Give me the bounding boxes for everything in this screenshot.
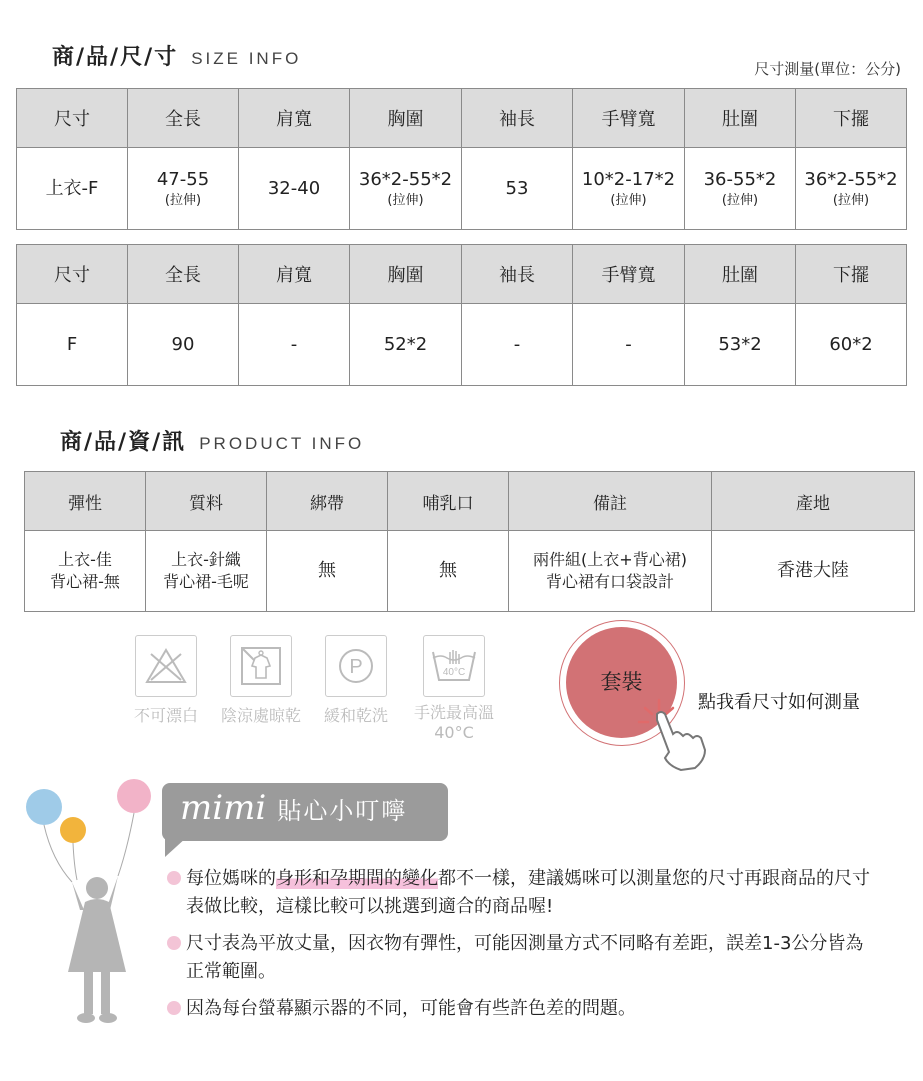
- care-label: 手洗最高溫: [413, 703, 494, 722]
- product-info-table: [24, 471, 915, 612]
- info-value-cell: [146, 531, 267, 612]
- tips-heading: [180, 788, 407, 828]
- size-value: 47-55: [156, 169, 210, 190]
- size-header-cell: 手臂寬: [573, 245, 685, 304]
- product-title-en: PRODUCT INFO: [199, 434, 365, 453]
- size-header-cell: 尺寸: [17, 245, 128, 304]
- size-value: 36-55*2: [703, 169, 777, 190]
- size-section-title: [52, 40, 301, 71]
- size-header-cell: 胸圍: [350, 245, 462, 304]
- info-value-line: 無: [318, 560, 336, 581]
- size-value-cell: [239, 148, 350, 230]
- size-value: 10*2-17*2: [581, 169, 676, 190]
- care-label: 不可漂白: [133, 706, 198, 725]
- size-header-cell: 全長: [128, 89, 239, 148]
- size-value-cell: [462, 148, 573, 230]
- svg-text:P: P: [349, 656, 363, 678]
- care-label: 緩和乾洗: [323, 706, 388, 725]
- info-value-line: 背心裙-毛呢: [163, 572, 249, 591]
- size-header-cell: 下擺: [796, 245, 907, 304]
- size-value-cell: [350, 148, 462, 230]
- stretch-note: (拉伸): [610, 193, 647, 208]
- size-header-cell: 袖長: [462, 245, 573, 304]
- size-value-cell: -: [239, 304, 350, 386]
- size-value-cell: [128, 148, 239, 230]
- size-header-cell: 肚圍: [685, 245, 796, 304]
- size-value-cell: -: [462, 304, 573, 386]
- tips-title: 貼心小叮嚀: [277, 797, 408, 825]
- size-header-cell: 肩寬: [239, 89, 350, 148]
- care-no-bleach: [128, 635, 204, 726]
- size-title-zh: 商/品/尺/寸: [52, 45, 179, 70]
- size-value-cell: [17, 148, 128, 230]
- size-value-cell: 52*2: [350, 304, 462, 386]
- tip-2-line-2: 正常範圍。: [186, 961, 276, 982]
- size-table-bottom: [16, 244, 907, 386]
- info-value-cell: [267, 531, 388, 612]
- info-value-cell: [25, 531, 146, 612]
- balloon-girl-illustration: [22, 770, 162, 1054]
- size-header-cell: 袖長: [462, 89, 573, 148]
- size-header-cell: 尺寸: [17, 89, 128, 148]
- unit-note: 尺寸測量(單位：公分): [754, 60, 901, 78]
- tips-banner-tail: [165, 837, 187, 857]
- tip-bullet: [167, 1001, 181, 1015]
- size-value-cell: F: [17, 304, 128, 386]
- info-header-cell: 彈性: [25, 472, 146, 531]
- info-header-cell: 哺乳口: [388, 472, 509, 531]
- size-value-cell: [796, 148, 907, 230]
- info-value-line: 上衣-佳: [58, 550, 112, 569]
- info-value-line: 上衣-針織: [171, 550, 241, 569]
- size-value-cell: 90: [128, 304, 239, 386]
- stretch-note: (拉伸): [164, 193, 202, 208]
- info-value-line: 兩件組(上衣+背心裙): [533, 550, 687, 569]
- size-table-top: [16, 88, 907, 230]
- size-value-cell: [685, 148, 796, 230]
- care-label: 陰涼處晾乾: [220, 706, 301, 725]
- size-header-cell: 肚圍: [685, 89, 796, 148]
- info-value-cell: [388, 531, 509, 612]
- info-value-cell: [712, 531, 915, 612]
- size-header-cell: 手臂寬: [573, 89, 685, 148]
- info-value-line: 無: [439, 560, 457, 581]
- tips-brand: mimi: [180, 788, 267, 828]
- size-value-cell: 60*2: [796, 304, 907, 386]
- measure-link[interactable]: 點我看尺寸如何測量: [698, 692, 860, 713]
- size-header-cell: 肩寬: [239, 245, 350, 304]
- info-value-cell: [509, 531, 712, 612]
- size-value: 36*2-55*2: [804, 169, 898, 190]
- tip-1-line-2: 表做比較，這樣比較可以挑選到適合的商品喔!: [186, 896, 554, 917]
- info-value-line: 香港大陸: [777, 560, 849, 581]
- gentle-dry-icon: [325, 635, 387, 697]
- tip-2-line-1: 尺寸表為平放丈量，因衣物有彈性，可能因測量方式不同略有差距，誤差1-3公分皆為: [186, 933, 864, 954]
- size-value: 53: [505, 177, 529, 199]
- size-header-cell: 下擺: [796, 89, 907, 148]
- hand-wash-icon: [423, 635, 485, 697]
- no-bleach-icon: [135, 635, 197, 697]
- product-section-title: [60, 425, 364, 456]
- info-value-line: 背心裙有口袋設計: [545, 572, 674, 591]
- stretch-note: (拉伸): [387, 193, 424, 208]
- shade-dry-icon: [230, 635, 292, 697]
- size-value: 36*2-55*2: [358, 169, 453, 190]
- size-header-cell: 胸圍: [350, 89, 462, 148]
- care-gentle-dry: [316, 635, 396, 726]
- info-header-cell: 質料: [146, 472, 267, 531]
- tip-bullet: [167, 936, 181, 950]
- tip-bullet: [167, 871, 181, 885]
- size-value-cell: [573, 148, 685, 230]
- care-hand-wash: [408, 635, 500, 743]
- care-shade-dry: [215, 635, 307, 726]
- tip-1-line-1: 每位媽咪的身形和孕期間的變化都不一樣，建議媽咪可以測量您的尺寸再跟商品的尺寸: [186, 868, 870, 889]
- size-header-cell: 全長: [128, 245, 239, 304]
- size-value: 上衣-F: [45, 177, 99, 199]
- size-value-cell: 53*2: [685, 304, 796, 386]
- tip-highlight: 身形和孕期間的變化: [276, 868, 438, 889]
- style-badge-label: 套裝: [600, 670, 643, 694]
- tip-3-line-1: 因為每台螢幕顯示器的不同，可能會有些許色差的問題。: [186, 998, 636, 1019]
- info-value-line: 背心裙-無: [50, 572, 120, 591]
- svg-text:40°C: 40°C: [442, 667, 466, 678]
- stretch-note: (拉伸): [721, 193, 759, 208]
- info-header-cell: 綁帶: [267, 472, 388, 531]
- stretch-note: (拉伸): [832, 193, 870, 208]
- care-label-temp: 40°C: [434, 723, 474, 742]
- size-value-cell: -: [573, 304, 685, 386]
- info-header-cell: 備註: [509, 472, 712, 531]
- size-title-en: SIZE INFO: [191, 49, 302, 68]
- info-header-cell: 產地: [712, 472, 915, 531]
- product-title-zh: 商/品/資/訊: [60, 430, 187, 455]
- size-value: 32-40: [267, 177, 321, 199]
